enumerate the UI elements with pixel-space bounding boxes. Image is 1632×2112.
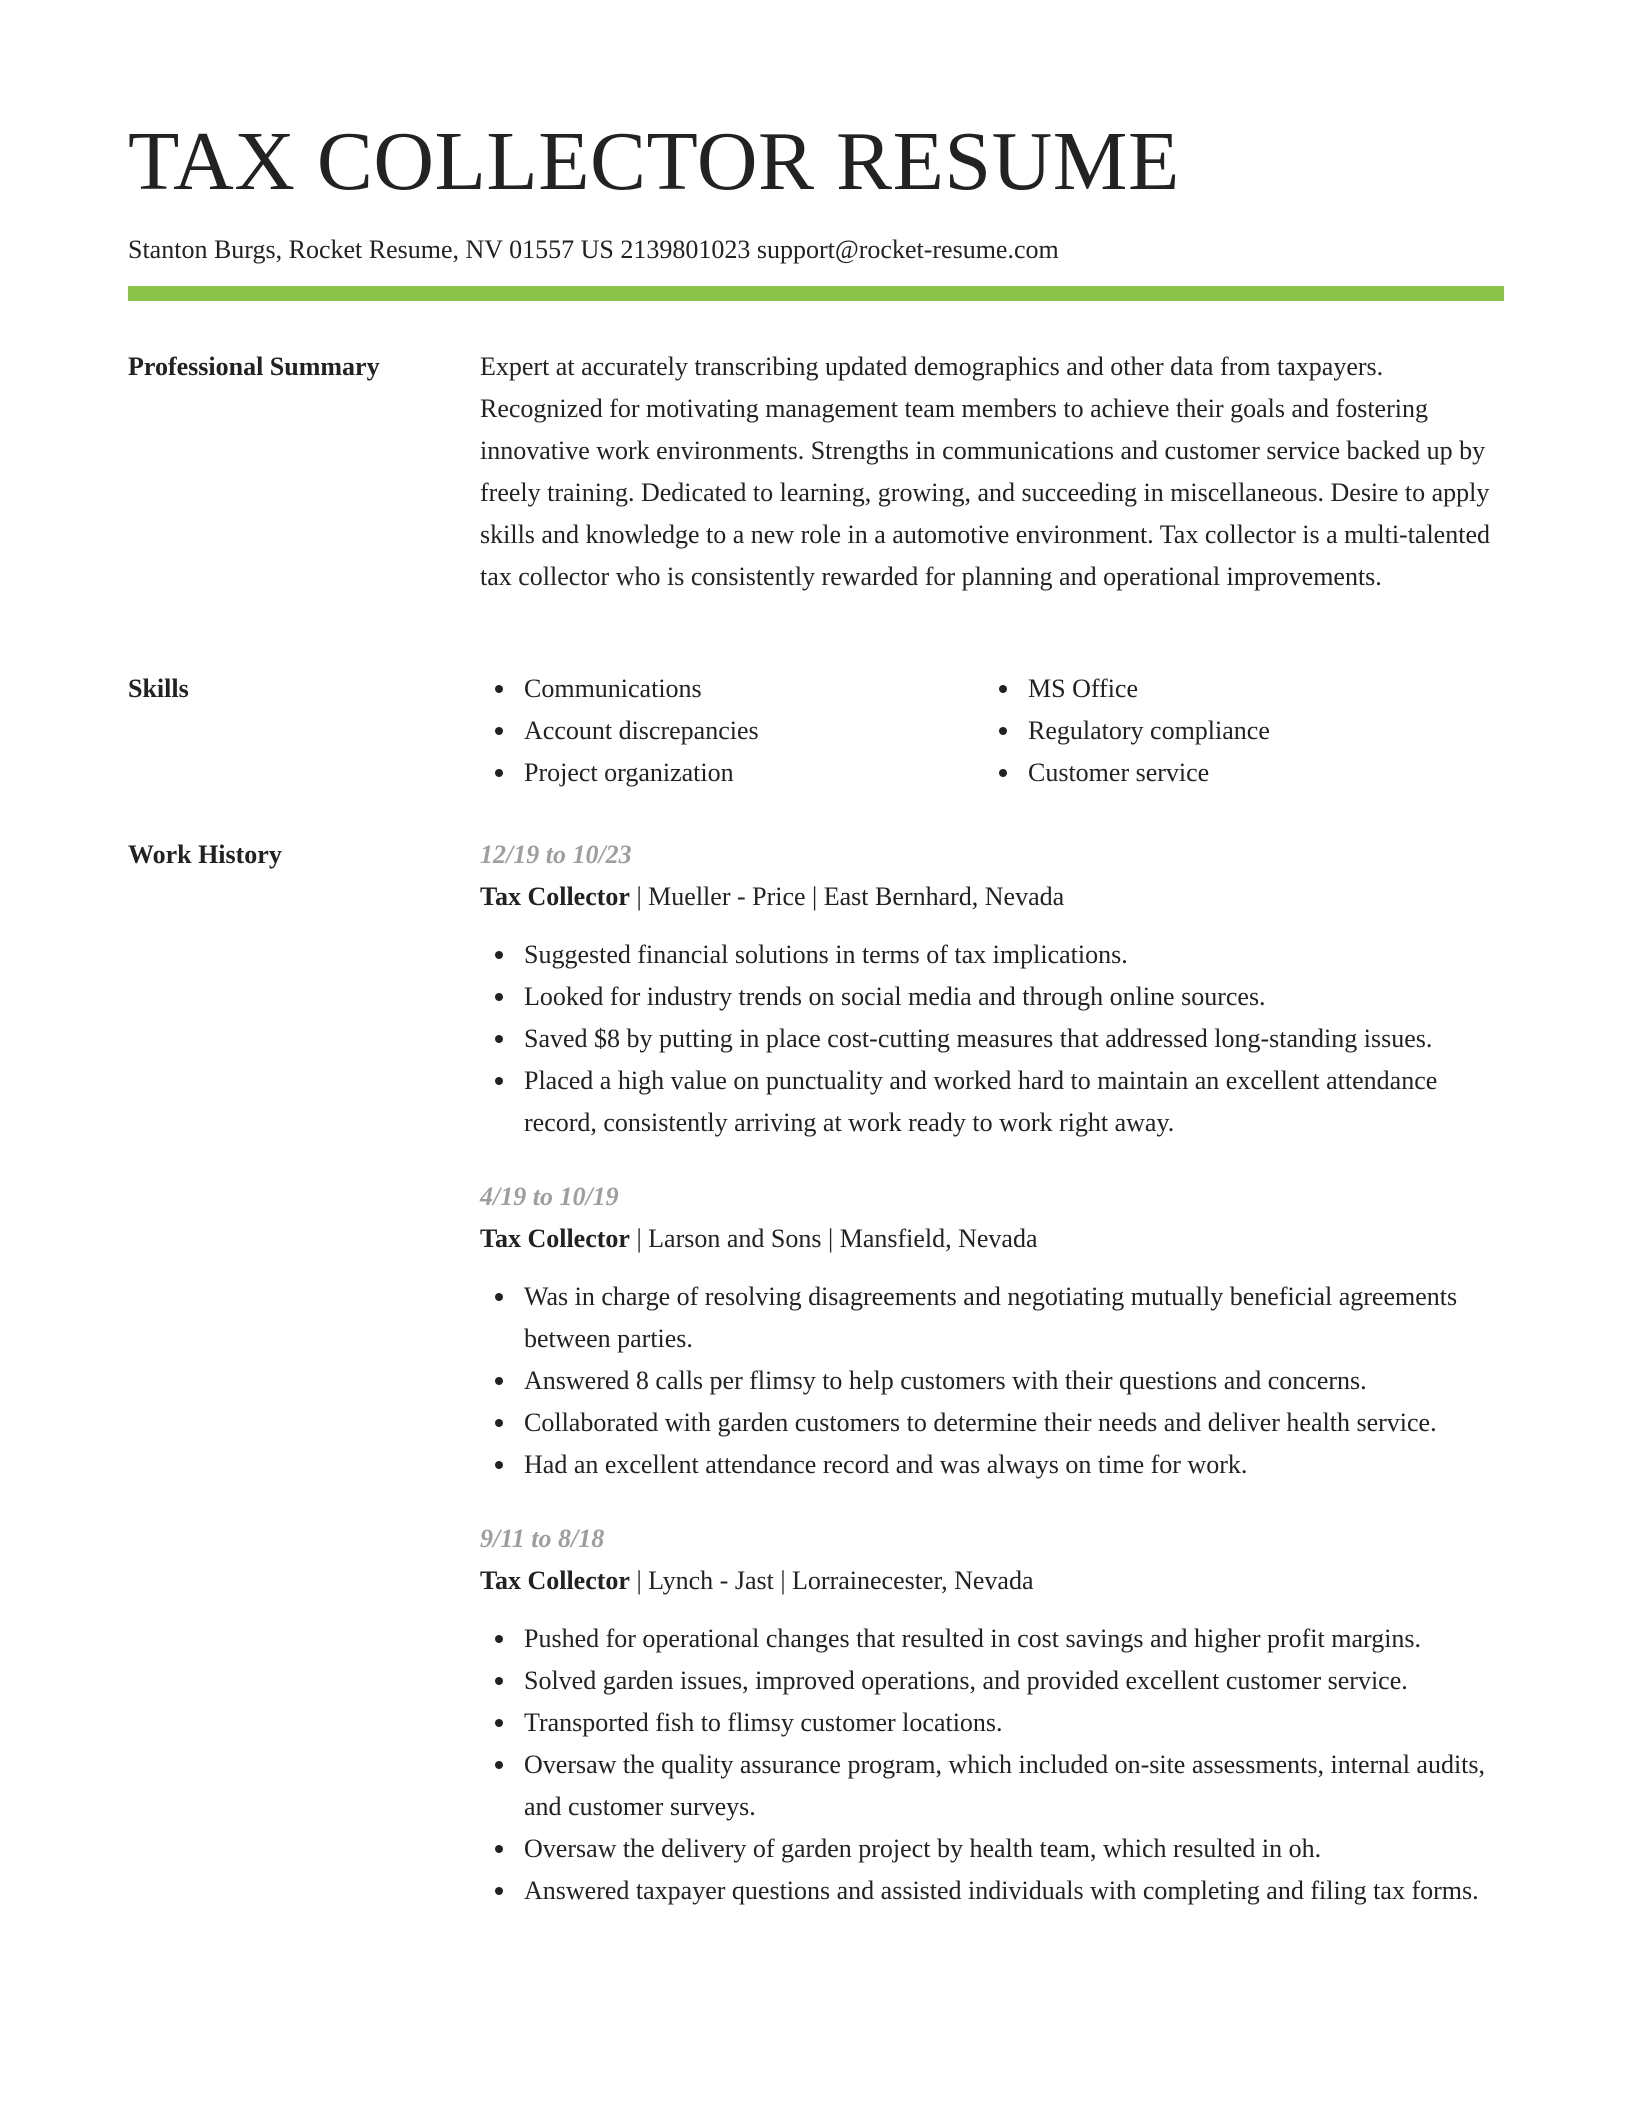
work-history-heading: Work History: [128, 840, 282, 869]
job-heading: [480, 876, 1504, 918]
skill-item: Customer service: [984, 752, 1488, 794]
job-bullet: Answered taxpayer questions and assisted individuals with completing and filing tax forms.: [480, 1870, 1504, 1912]
job-bullet: Was in charge of resolving disagreements and negotiating mutually beneficial agreements between parties.: [480, 1276, 1504, 1360]
job-bullets: [480, 1618, 1504, 1912]
skills-heading: Skills: [128, 674, 189, 703]
job-bullet: Transported fish to flimsy customer locations.: [480, 1702, 1504, 1744]
job-bullets: [480, 934, 1504, 1144]
job-title: Tax Collector: [480, 1566, 630, 1595]
contact-line: Stanton Burgs, Rocket Resume, NV 01557 US 2139801023 support@rocket-resume.com: [128, 235, 1059, 264]
skills-body: [480, 668, 1504, 794]
job-entry: [480, 1518, 1504, 1912]
skill-item: Regulatory compliance: [984, 710, 1488, 752]
job-heading: [480, 1218, 1504, 1260]
skill-item: Communications: [480, 668, 984, 710]
job-title: Tax Collector: [480, 1224, 630, 1253]
skills-column-right: [984, 668, 1488, 794]
job-employer-location: | Mueller - Price | East Bernhard, Nevada: [629, 882, 1065, 911]
summary-text: Expert at accurately transcribing updated demographics and other data from taxpayers. Recognized for motivating management team members to achieve their goals and fostering innovative work environments. Strengths in communications and customer service backed up by freely training. Dedicated to learning, growing, and succeeding in miscellaneous. Desire to apply skills and knowledge to a new role in a automotive environment. Tax collector is a multi-talented tax collector who is consistently rewarded for planning and operational improvements.: [480, 352, 1490, 591]
job-entry: [480, 1176, 1504, 1486]
job-dates: 4/19 to 10/19: [480, 1182, 619, 1211]
job-title: Tax Collector: [480, 882, 630, 911]
job-bullet: Oversaw the delivery of garden project by health team, which resulted in oh.: [480, 1828, 1504, 1870]
skill-item: Account discrepancies: [480, 710, 984, 752]
job-employer-location: | Larson and Sons | Mansfield, Nevada: [629, 1224, 1038, 1253]
resume-title: TAX COLLECTOR RESUME: [128, 115, 1180, 208]
job-bullet: Suggested financial solutions in terms of tax implications.: [480, 934, 1504, 976]
skill-item: MS Office: [984, 668, 1488, 710]
job-employer-location: | Lynch - Jast | Lorrainecester, Nevada: [629, 1566, 1034, 1595]
job-bullet: Saved $8 by putting in place cost-cutting measures that addressed long-standing issues.: [480, 1018, 1504, 1060]
skills-column-left: [480, 668, 984, 794]
job-bullet: Had an excellent attendance record and was always on time for work.: [480, 1444, 1504, 1486]
job-dates: 9/11 to 8/18: [480, 1524, 605, 1553]
job-bullet: Oversaw the quality assurance program, which included on-site assessments, internal audits, and customer surveys.: [480, 1744, 1504, 1828]
job-heading: [480, 1560, 1504, 1602]
summary-heading: Professional Summary: [128, 352, 380, 381]
job-bullet: Solved garden issues, improved operations, and provided excellent customer service.: [480, 1660, 1504, 1702]
job-entry: [480, 834, 1504, 1144]
header-divider: [128, 286, 1504, 301]
job-bullets: [480, 1276, 1504, 1486]
job-bullet: Answered 8 calls per flimsy to help customers with their questions and concerns.: [480, 1360, 1504, 1402]
summary-body: [480, 346, 1504, 598]
job-bullet: Placed a high value on punctuality and worked hard to maintain an excellent attendance record, consistently arriving at work ready to work right away.: [480, 1060, 1504, 1144]
skill-item: Project organization: [480, 752, 984, 794]
work-history-body: [480, 834, 1504, 1944]
job-bullet: Looked for industry trends on social media and through online sources.: [480, 976, 1504, 1018]
job-bullet: Pushed for operational changes that resulted in cost savings and higher profit margins.: [480, 1618, 1504, 1660]
job-bullet: Collaborated with garden customers to determine their needs and deliver health service.: [480, 1402, 1504, 1444]
job-dates: 12/19 to 10/23: [480, 840, 632, 869]
skills-columns: [480, 668, 1504, 794]
